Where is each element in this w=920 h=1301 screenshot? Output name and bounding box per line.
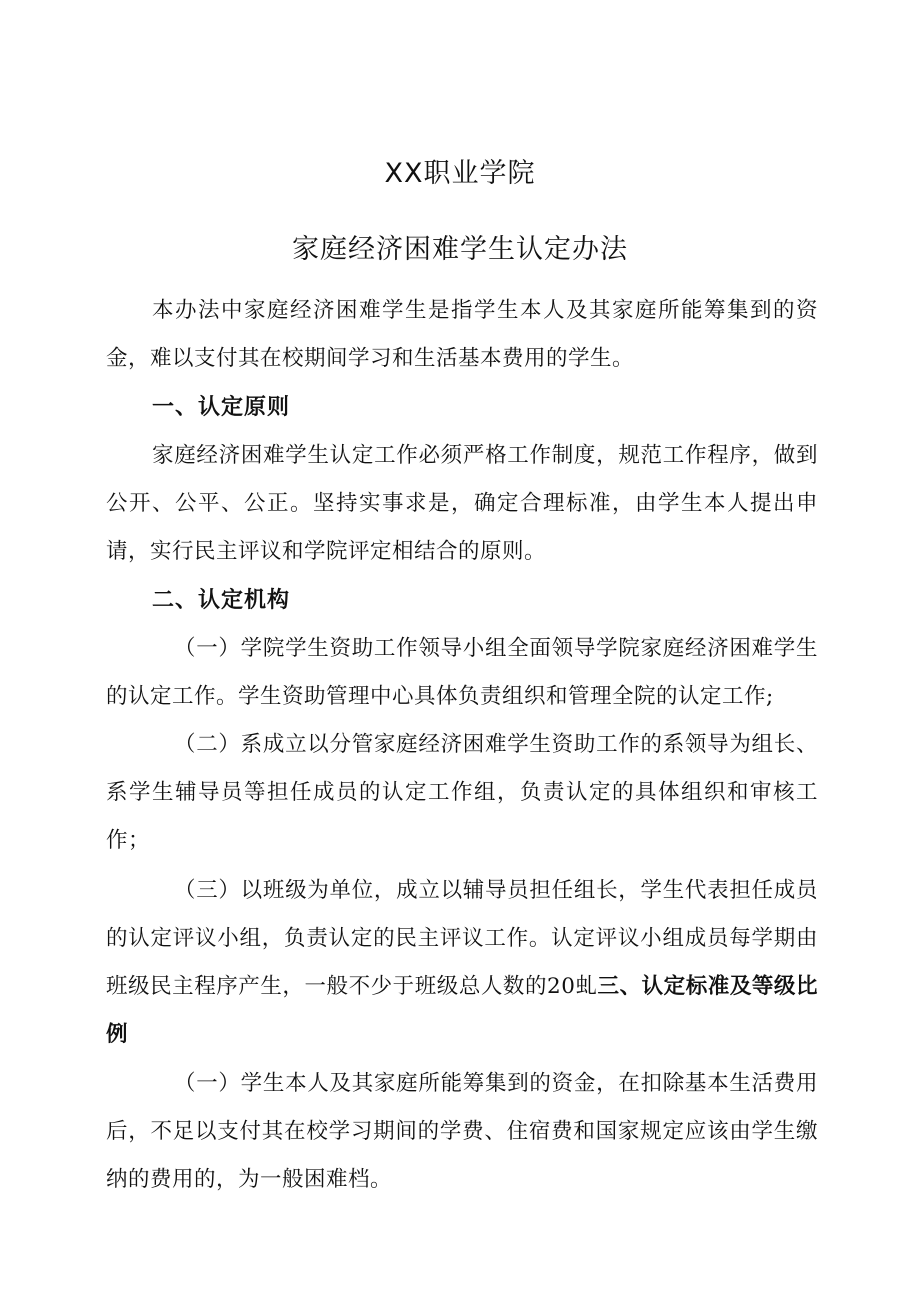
section2-item2: （二）系成立以分管家庭经济困难学生资助工作的系领导为组长、系学生辅导员等担任成员的认定工作组，负责认定的具体组织和审核工作； (106, 732, 818, 853)
section2-item3-with-section3-heading (106, 867, 818, 1059)
document-title: XX职业学院 (384, 158, 536, 189)
section2-item3: （三）以班级为单位，成立以辅导员担任组长，学生代表担任成员的认定评议小组，负责认定的民主评议工作。认定评议小组成员每学期由班级民主程序产生，一般不少于班级总人数的20虬 (106, 878, 818, 999)
section3-heading: 三、认定标准及等级比例 (106, 974, 818, 1047)
section1-paragraph: 家庭经济困难学生认定工作必须严格工作制度，规范工作程序，做到公开、公平、公正。坚持实事求是，确定合理标准，由学生本人提出申请，实行民主评议和学院评定相结合的原则。 (106, 443, 818, 564)
section3-item1: （一）学生本人及其家庭所能筹集到的资金，在扣除基本生活费用后，不足以支付其在校学习期间的学费、住宿费和国家规定应该由学生缴纳的费用的，为一般困难档。 (106, 1071, 818, 1192)
intro-paragraph: 本办法中家庭经济困难学生是指学生本人及其家庭所能筹集到的资金，难以支付其在校期间学习和生活基本费用的学生。 (106, 298, 818, 371)
section1-heading: 一、认定原则 (152, 395, 291, 420)
section2-heading: 二、认定机构 (152, 588, 291, 613)
document-subtitle: 家庭经济困难学生认定办法 (292, 234, 628, 265)
section2-item1: （一）学院学生资助工作领导小组全面领导学院家庭经济困难学生的认定工作。学生资助管理中心具体负责组织和管理全院的认定工作; (106, 636, 818, 709)
